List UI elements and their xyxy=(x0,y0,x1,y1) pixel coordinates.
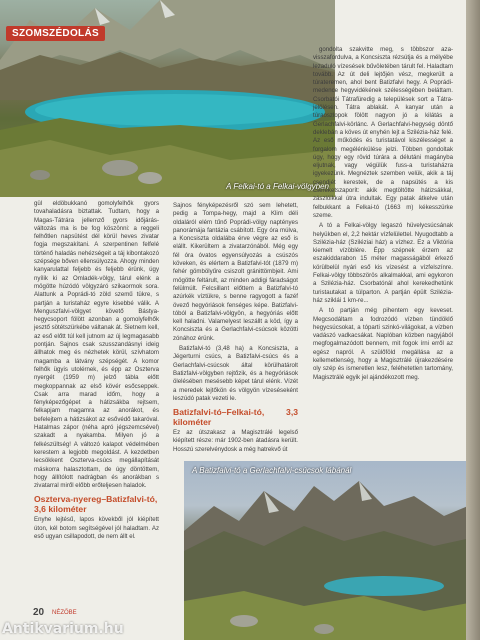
footer-section-mark: NÉZŐBE xyxy=(52,610,77,616)
mountain-photo xyxy=(184,461,480,640)
right-column xyxy=(313,46,453,382)
middle-paragraph: Batizfalvi-tó (3,48 ha) a Koncsiszta, a Jégerturni csúcs, a Batizfalvi-csúcs és a Gerlachfalvi-csúcsok által körülhatárolt Batizfalvi-völgyben rejtőzik, és a hegyóriások ölelésében mesésebb képet tárul elénk. Vízét a meredek lejtőkön és völgyön vízeséseként leszúdó patak vezeti le. xyxy=(173,345,298,402)
lake-photo xyxy=(0,0,335,197)
page-number: 20 xyxy=(33,607,45,618)
mountain-photo-illustration xyxy=(184,461,480,640)
top-photo-caption: A Felkai-tó a Felkai-völgyben xyxy=(226,182,329,191)
right-paragraph: A tó partján még pihentem egy keveset. Megcsodáltam a fodrozódó vízben tündöklő hegycsúcsokat, a tóparti szinkó-világokat, a vízben vadászó vadkacsákat. Naplóban közben nagyjából megfogalmazódott bennem, mit fogok írni erről az egész napról. A szülőföld megállása az a kellemetlenség, hogy a Magisztrálé újrakezdésére oly szép és ismeretlen lesz, feléhetetlen tartomány, Magisztrálé egyik jel ajándékozott meg. xyxy=(313,307,453,381)
section-heading-oszterva: Oszterva-nyereg–Batizfalvi-tó, 3,6 kilométer xyxy=(34,494,158,515)
section-heading-batizfalvi: Batizfalvi-tó–Felkai-tó, 3,3 kilométer xyxy=(173,407,298,428)
watermark: Antikvarium.hu xyxy=(2,621,124,637)
middle-paragraph: Ez az útszakasz a Magisztrálé legelső kiépített része: már 1902-ben átadásra került. Hosszú szerelvénydosk a még hatrekvő út xyxy=(173,429,298,453)
left-paragraph: gül eldöbukkanó gomolyfelhők gyors tovahaladásra biztattak. Tudtam, hogy a Magas-Tátrára jellemző gyors időjárás-változás ma is be fog köszönni: a reggeli felhőtlen napsütést dél körül heves zivatar fogja megszakítani. A szerpentinen felfelé történő haladás nehézségeit a táj kibontakozó szépsége bőven ellensúlyozza. Ahogy minden kanyarulattal feljebb és feljebb érünk, úgy nyílik ki az Omladék-völgy, tárul elénk a mögötte húzódó völgyzáró szikaormok sora. Alattunk a Poprádi-tó zöld szemű tükre, s partján a turistaház egyre kisebbé válik. A Menguszfalvi-völgyet követő Bástya-hegycsoport fölött azonban a gomolyfelhők jesztő sötétszürkébe váltanak át. Sietnem kell, az eső előtt túl kell jutnom az új legmagasabb pontján. Sajnos csak szusszandásnyi ideig állhatok meg és nézhetek körül, szívhatom magamba a látvány szépségét. A komor felhők ügyis utolérnek, és épp az Oszterva nyergét (1959 m) jelző tábla előtt megkoppannak az első kövér esőcseppek. Csak arra marad időm, hogy a fényképezőgépet a hátizsákba rejtsem, felkapjam magamra az anorákot, és befelejtem a hátizsákot az esővédő takaróval. Hatalmas zápor (néha apró jégszemcsével) szakadt a nyakamba. Milyen jó a felkészültség! A változó kalapot védelmében kerestem a legjobb megoldást. A kezdetben lecsökkent Oszterva-csúcs megállapítását máskorra halasztottam, de úgy döntöttem, hogy állítólott nadrágban és anorákban s zivatarral miről előbb erőteljesen haladok. xyxy=(34,200,159,490)
bottom-photo-caption: A Batizfalvi-tó a Gerlachfalvi-csúcsok lábánál xyxy=(192,466,352,475)
middle-column xyxy=(173,202,298,454)
middle-paragraph: Sajnos fényképezésről szó sem lehetett, pedig a Tompa-hegy, majd a Klim déli oldaláról elém tűnő Poprádi-völgy naptényes panorámája fantázia csábított. Egy óra múlva, a Koncsiszta oldalába érve végre az eső is elállt. Kikerültem a zivatarzónából. Még egy fél óra óvatos egyensúlyozás a csúszós köveken, és elértem a Batizfalvi-tót (1879 m) fehér gömbölyűre csiszolt gránittömbjeit. Ami mögötte feltárult, az minden addigi fáradságot felülmúlt. Felcsillant előttem a Batizfalvi-tó azúrkék víztükre, s benne ragyogott a fazéf övező hegyóriások fenséges képe. Batizfalvi-tóból a Batizfalvi-völgyön, a hegyóriás előtt kell haladni. Valamelyest leszállt a köd, így a Koncsiszta és a Gerlachfalvi-csúcsok közötti zónához érünk. xyxy=(173,202,298,342)
page-edge xyxy=(466,0,480,640)
section-badge: SZOMSZÉDOLÁS xyxy=(6,26,105,41)
left-paragraph: Enyhe lejtésű, lapos kövekből jól kiépített úton, kél botom segítségével jól haladtam. Az eső ugyan csillapodott, de nem állt el. xyxy=(34,516,159,540)
right-paragraph: A tó a Felkai-völgy legaszó hüvelycsúcsának helyükben el, 2,2 hektár vízfelülettel. Nyugodtabb a Szilézia-ház (Sziléziai ház) a vízhez. Ez a Viktória kiemelt vízöblére. Épp szépnek érzem az eszakiddarabon 15 méter magasságából érkező körülbelül nyári eső kis vízesést a vízfelszínre. Felkai-völgy többszörös alkalmakkal, ami egykoron a Szilézia-ház. Csorbatónál ahol kerekedhetünk turistautakat a túlparton. A partján épült Szilézia-ház sziklái 1 km-re... xyxy=(313,222,453,304)
right-paragraph: gondolta szakvitte meg, s többszor aza-visszafordulva, a Koncsiszta rézsútja és a mélyébe lezaduló vízesések bűvöletében tárult fel. Haladtam tovább. Az út deli lejtőjén vész, megkerült a túrateremen, ahol bent Batizfalvi hegy. A Poprádi-medence hegyvidékének szélességében beláttam. Csorbatói Tátrafüredig a települések sort a Tátra-jelölésen. Tátra ablakát. A kanyar után a túraoszlopok fölött nagyon jó a kilátás a Gerlachfalvi-körlánc. A Gerlachfalvi-hegység döntő deklebán a köves út enyhén lejt a Szilézia-ház felé. Az eső működés és turistatávol kiszélességet a forgalom megélénkülése jelzi. Többen gondoltak úgy, hogy egy rövid túrára a délutáni magányba eljutnak, vagy végülük fuss-a turistaházra igyekezünk. Megnéztek szemben velük, akik a táj csendjét kerestek, de a napsütés a kis cseréketszaporít: akik megtöltötte hátizsákkal, zászlóikkal útra indultak. Egy patak átkelve után felbukkant a Felkai-tó (1663 m) kékesszürke szeme. xyxy=(313,46,453,219)
left-column xyxy=(34,200,159,541)
